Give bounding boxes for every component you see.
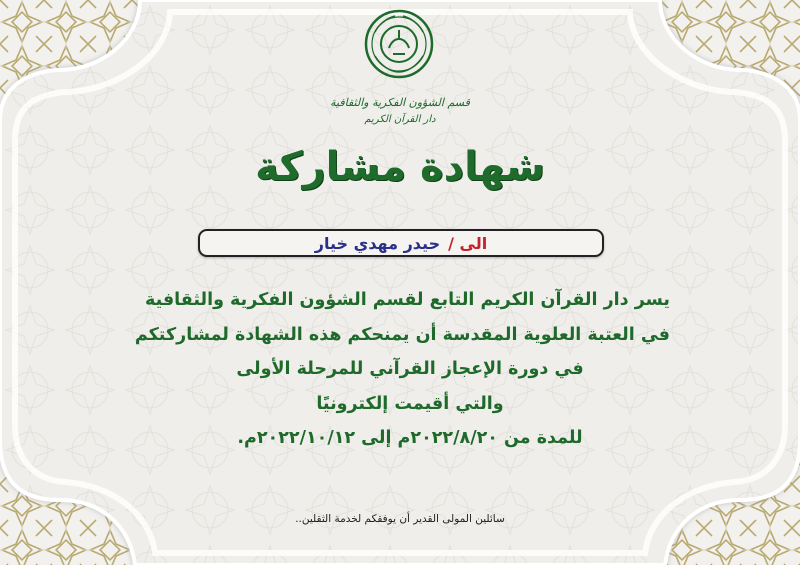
seal-emblem-icon [363,8,435,80]
body-line: في دورة الإعجاز القرآني للمرحلة الأولى [236,359,584,379]
recipient-field [198,229,604,257]
department-name: قسم الشؤون الفكرية والثقافية [330,96,470,109]
recipient-name: حيدر مهدي خيار [314,233,441,253]
certificate-title: شهادة مشاركة [255,144,545,190]
certificate-body [134,283,670,456]
body-line: والتي أقيمت إلكترونيًا [316,393,504,414]
body-line: للمدة من ٢٠٢٢/٨/٢٠م إلى ٢٠٢٢/١٠/١٢م. [237,428,583,448]
recipient-prefix: الى / [448,233,488,253]
institution-name: دار القرآن الكريم [364,114,436,125]
body-line: يسر دار القرآن الكريم التابع لقسم الشؤون الفكرية والثقافية [144,290,670,310]
body-line: في العتبة العلوية المقدسة أن يمنحكم هذه الشهادة لمشاركتكم [134,324,670,345]
closing-prayer: سائلين المولى القدير أن يوفقكم لخدمة الثقلين.. [295,513,505,525]
